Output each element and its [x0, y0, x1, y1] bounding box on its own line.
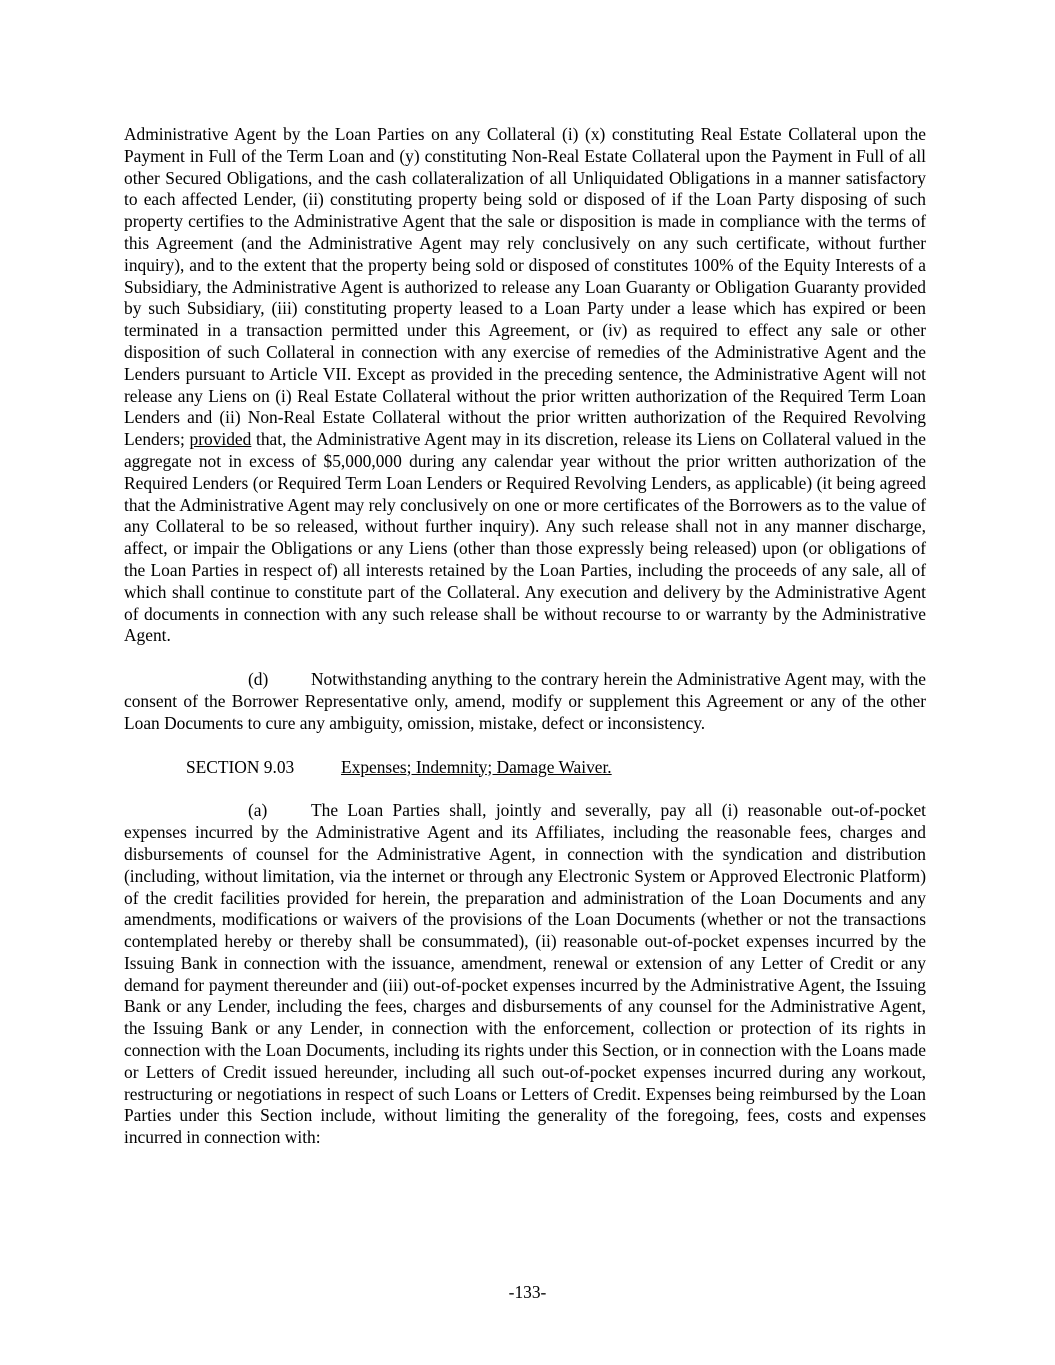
section-number: SECTION 9.03 [186, 756, 295, 777]
continued-text-part-1: Administrative Agent by the Loan Parties on any Collateral (i) (x) constituting Real Estate Collateral upon the Payment in Full of the Term Loan and (y) constituting Non-Real Estate Collateral upon the Payment in Full of all other Secured Obligations, and the cash collateralization of all Unliquidated Obligations in a manner satisfactory to each affected Lender, (ii) constituting property being sold or disposed of if the Loan Party disposing of such property certifies to the Administrative Agent that the sale or disposition is made in compliance with the terms of this Agreement (and the Administrative Agent may rely conclusively on any such certificate, without further inquiry), and to the extent that the property being sold or disposed of constitutes 100% of the Equity Interests of a Subsidiary, the Administrative Agent is authorized to release any Loan Guaranty or Obligation Guaranty provided by such Subsidiary, (iii) constituting property leased to a Loan Party under a lease which has expired or been terminated in a transaction permitted under this Agreement, or (iv) as required to effect any sale or other disposition of such Collateral in connection with any exercise of remedies of the Administrative Agent and the Lenders pursuant to Article VII. Except as provided in the preceding sentence, the Administrative Agent will not release any Liens on (i) Real Estate Collateral without the prior written authorization of the Required Term Loan Lenders and (ii) Non-Real Estate Collateral without the prior written authorization of the Required Revolving Lenders; [124, 124, 926, 450]
paragraph-d-label: (d) [248, 669, 269, 690]
paragraph-a-label: (a) [248, 800, 268, 821]
paragraph-a [124, 800, 926, 1149]
paragraph-d [124, 669, 926, 734]
continued-paragraph [124, 124, 926, 647]
paragraph-a-text: The Loan Parties shall, jointly and severally, pay all (i) reasonable out-of-pocket expenses incurred by the Administrative Agent and its Affiliates, including the reasonable fees, charges and disbursements of counsel for the Administrative Agent, in connection with the syndication and distribution (including, without limitation, via the internet or through any Electronic System or Approved Electronic Platform) of the credit facilities provided for herein, the preparation and administration of the Loan Documents and any amendments, modifications or waivers of the provisions of the Loan Documents (whether or not the transactions contemplated hereby or thereby shall be consummated), (ii) reasonable out-of-pocket expenses incurred by the Issuing Bank in connection with the issuance, amendment, renewal or extension of any Letter of Credit or any demand for payment thereunder and (iii) out-of-pocket expenses incurred by the Administrative Agent, the Issuing Bank or any Lender, including the fees, charges and disbursements of any counsel for the Administrative Agent, the Issuing Bank or any Lender, in connection with the enforcement, collection or protection of its rights in connection with the Loan Documents, including its rights under this Section, or in connection with the Loans made or Letters of Credit issued hereunder, including all such out-of-pocket expenses incurred during any workout, restructuring or negotiations in respect of such Loans or Letters of Credit. Expenses being reimbursed by the Loan Parties under this Section include, without limiting the generality of the foregoing, fees, costs and expenses incurred in connection with: [124, 800, 926, 1148]
provided-term: provided [189, 429, 252, 450]
continued-text-part-2: that, the Administrative Agent may in its discretion, release its Liens on Collateral valued in the aggregate not in excess of $5,000,000 during any calendar year without the prior written authorization of the Required Lenders (or Required Term Loan Lenders or Required Revolving Lenders, as applicable) (it being agreed that the Administrative Agent may rely conclusively on one or more certificates of the Borrowers as to the value of any Collateral to be so released, without further inquiry). Any such release shall not in any manner discharge, affect, or impair the Obligations or any Liens (other than those expressly being released) upon (or obligations of the Loan Parties in respect of) all interests retained by the Loan Parties, including the proceeds of any sale, all of which shall continue to constitute part of the Collateral. Any execution and delivery by the Administrative Agent of documents in connection with any such release shall be without recourse to or warranty by the Administrative Agent. [124, 429, 926, 646]
section-title: Expenses; Indemnity; Damage Waiver. [341, 756, 612, 777]
section-heading [186, 757, 926, 779]
paragraph-d-text: Notwithstanding anything to the contrary herein the Administrative Agent may, with the consent of the Borrower Representative only, amend, modify or supplement this Agreement or any of the other Loan Documents to cure any ambiguity, omission, mistake, defect or inconsistency. [124, 669, 926, 733]
document-page [124, 124, 926, 1149]
page-number: -133- [508, 1282, 547, 1302]
